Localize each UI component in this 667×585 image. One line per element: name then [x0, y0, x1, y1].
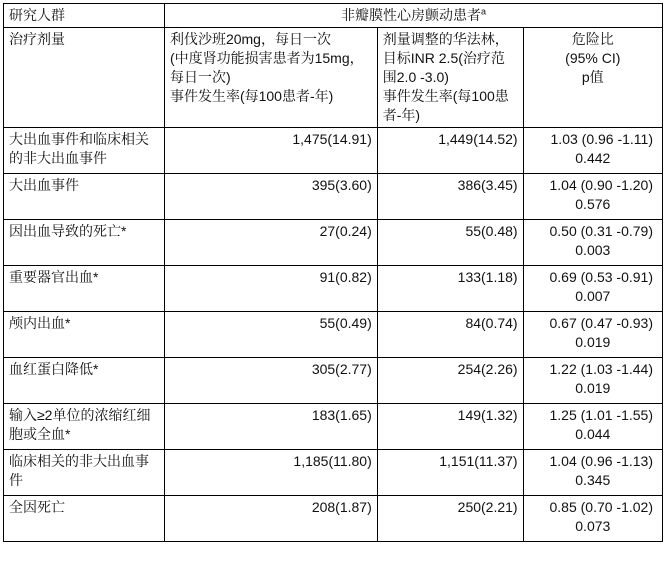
hazard-ratio-cell [523, 174, 662, 220]
row-label: 血红蛋白降低* [4, 358, 165, 404]
table-row [4, 220, 663, 266]
table-row [4, 174, 663, 220]
hazard-ratio-cell [523, 128, 662, 174]
hazard-ratio-value: 1.22 (1.03 -1.44) [549, 361, 653, 377]
study-population-header: 研究人群 [4, 4, 165, 28]
p-value: 0.044 [575, 426, 611, 442]
warfarin-value: 386(3.45) [377, 174, 523, 220]
patients-header [164, 4, 662, 28]
hazard-ratio-value: 1.03 (0.96 -1.11) [550, 131, 653, 147]
p-value: 0.576 [575, 196, 611, 212]
hazard-ratio-value: 1.04 (0.90 -1.20) [549, 177, 653, 193]
row-label: 重要器官出血* [4, 266, 165, 312]
warfarin-value: 250(2.21) [377, 496, 523, 542]
hazard-ratio-value: 1.25 (1.01 -1.55) [549, 407, 653, 423]
hazard-ratio-header: 危险比 (95% CI) p值 [523, 28, 662, 128]
hazard-ratio-cell [523, 220, 662, 266]
hazard-ratio-value: 0.69 (0.53 -0.91) [549, 269, 653, 285]
warfarin-value: 1,449(14.52) [377, 128, 523, 174]
rivaroxaban-value: 1,475(14.91) [164, 128, 377, 174]
row-label: 临床相关的非大出血事件 [4, 450, 165, 496]
p-value: 0.345 [575, 472, 611, 488]
header-row-dose [4, 28, 663, 128]
rivaroxaban-header: 利伐沙班20mg，每日一次 (中度肾功能损害患者为15mg，每日一次) 事件发生率(每100患者-年) [164, 28, 377, 128]
table-row [4, 496, 663, 542]
table-row [4, 358, 663, 404]
hazard-ratio-cell [523, 358, 662, 404]
bleeding-events-table [3, 3, 663, 542]
hazard-ratio-cell [523, 404, 662, 450]
dose-header: 治疗剂量 [4, 28, 165, 128]
rivaroxaban-value: 305(2.77) [164, 358, 377, 404]
patients-header-text: 非瓣膜性心房颤动患者 [340, 7, 481, 23]
hazard-ratio-value: 0.67 (0.47 -0.93) [549, 315, 653, 331]
warfarin-value: 254(2.26) [377, 358, 523, 404]
warfarin-value: 84(0.74) [377, 312, 523, 358]
row-label: 全因死亡 [4, 496, 165, 542]
table-row [4, 128, 663, 174]
warfarin-value: 133(1.18) [377, 266, 523, 312]
row-label: 大出血事件和临床相关的非大出血事件 [4, 128, 165, 174]
header-row-population [4, 4, 663, 28]
p-value: 0.003 [575, 242, 611, 258]
table-row [4, 266, 663, 312]
row-label: 大出血事件 [4, 174, 165, 220]
hazard-ratio-cell [523, 266, 662, 312]
p-value: 0.019 [575, 380, 611, 396]
table-row [4, 312, 663, 358]
row-label: 因出血导致的死亡* [4, 220, 165, 266]
row-label: 颅内出血* [4, 312, 165, 358]
hazard-ratio-value: 1.04 (0.96 -1.13) [549, 453, 653, 469]
warfarin-value: 55(0.48) [377, 220, 523, 266]
hazard-ratio-cell [523, 450, 662, 496]
warfarin-value: 149(1.32) [377, 404, 523, 450]
rivaroxaban-value: 27(0.24) [164, 220, 377, 266]
rivaroxaban-value: 395(3.60) [164, 174, 377, 220]
rivaroxaban-value: 183(1.65) [164, 404, 377, 450]
table-row [4, 404, 663, 450]
hazard-ratio-cell [523, 312, 662, 358]
patients-header-superscript: a [480, 6, 486, 17]
hazard-ratio-value: 0.50 (0.31 -0.79) [549, 223, 653, 239]
warfarin-value: 1,151(11.37) [377, 450, 523, 496]
row-label: 输入≥2单位的浓缩红细胞或全血* [4, 404, 165, 450]
warfarin-header: 剂量调整的华法林，目标INR 2.5(治疗范围2.0 -3.0) 事件发生率(每100患者-年) [377, 28, 523, 128]
p-value: 0.019 [575, 334, 611, 350]
rivaroxaban-value: 208(1.87) [164, 496, 377, 542]
p-value: 0.073 [575, 518, 611, 534]
table-row [4, 450, 663, 496]
rivaroxaban-value: 91(0.82) [164, 266, 377, 312]
hazard-ratio-cell [523, 496, 662, 542]
rivaroxaban-value: 55(0.49) [164, 312, 377, 358]
p-value: 0.007 [575, 288, 611, 304]
rivaroxaban-value: 1,185(11.80) [164, 450, 377, 496]
p-value: 0.442 [575, 150, 611, 166]
hazard-ratio-value: 0.85 (0.70 -1.02) [549, 499, 653, 515]
